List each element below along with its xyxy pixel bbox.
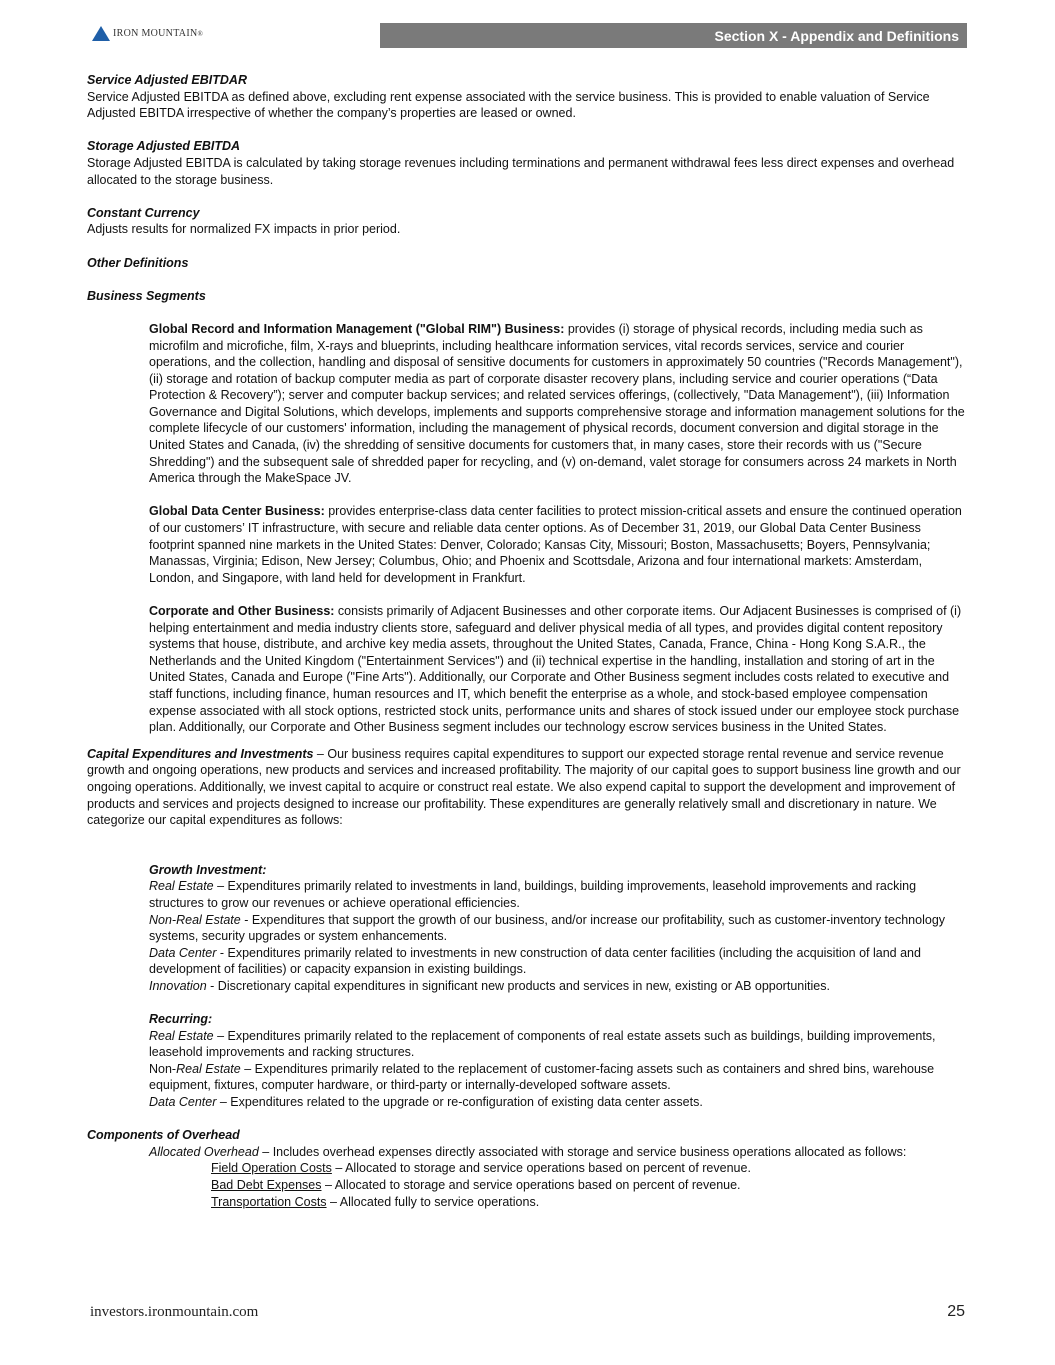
corporate-label: Corporate and Other Business: [149, 604, 335, 618]
data-center-segment [149, 503, 969, 586]
overhead-item [211, 1160, 969, 1177]
growth-term: Real Estate [149, 879, 214, 894]
overhead-item [211, 1194, 969, 1211]
business-segments-heading: Business Segments [87, 288, 206, 303]
recurring-block [149, 1011, 969, 1111]
section-title: Section X - Appendix and Definitions [714, 27, 959, 44]
overhead-term: Transportation Costs [211, 1194, 327, 1209]
page-number: 25 [947, 1303, 965, 1320]
overhead-desc: – Allocated to storage and service operations based on percent of revenue. [321, 1178, 741, 1192]
corporate-text: consists primarily of Adjacent Businesses and other corporate items. Our Adjacent Businesses is comprised of (i) helping entertainment and media industry clients store, safeguard and deliver physical media of all types, and provides digital content repository systems that house, distribute, and archive key media assets, throughout the United States, Canada, France, China - Hong Kong S.A.R., the Netherlands and the United Kingdom ("Entertainment Services") and (ii) technical expertise in the handling, installation and storing of art in the United States, Canada and Europe ("Fine Arts"). Additionally, our Corporate and Other Business segment includes costs related to executive and staff functions, including finance, human resources and IT, which benefit the enterprise as a whole, and stock-based employee compensation expense associated with all stock options, restricted stock units, performance units and shares of stock issued under our employee stock purchase plan. Additionally, our Corporate and Other Business segment includes our technology escrow services business in the United States. [149, 604, 962, 735]
logo-trademark: ® [197, 29, 204, 38]
growth-item [149, 878, 969, 911]
recurring-item [149, 1061, 969, 1094]
overhead-heading: Components of Overhead [87, 1128, 240, 1143]
growth-desc: - Expenditures that support the growth of our business, and/or increase our profitability, such as customer-inventory technology systems, security upgrades or system enhancements. [149, 912, 946, 944]
document-body [87, 72, 969, 1210]
mountain-logo-icon [92, 26, 110, 41]
recurring-desc: – Expenditures primarily related to the replacement of customer-facing assets such as containers and shred bins, warehouse equipment, fixtures, computer hardware, or third-party or internally-developed software assets. [149, 1061, 935, 1093]
service-ebitdar-text: Service Adjusted EBITDA as defined above, excluding rent expense associated with the service business. This is provided to enable valuation of Service Adjusted EBITDA irrespective of whether the company’s properties are leased or owned. [87, 89, 930, 121]
data-center-label: Global Data Center Business: [149, 504, 325, 519]
growth-term: Innovation [149, 978, 207, 993]
growth-item [149, 978, 969, 995]
other-definitions-heading: Other Definitions [87, 255, 189, 270]
growth-investment-block [149, 862, 969, 995]
recurring-term: Real Estate [176, 1061, 241, 1076]
footer-url: investors.ironmountain.com [90, 1304, 259, 1320]
capex-definition [87, 746, 969, 829]
recurring-desc: – Expenditures related to the upgrade or re-configuration of existing data center assets. [216, 1095, 703, 1110]
company-logo [92, 26, 203, 41]
allocated-overhead [149, 1144, 969, 1161]
data-center-text: provides enterprise-class data center facilities to protect mission-critical assets and ensure the continued operation of our customers’ IT infrastructure, with secure and reliable data center options. As of December 31, 2019, our Global Data Center Business footprint spanned nine markets in the United States: Denver, Colorado; Kansas City, Missouri; Boston, Massachusetts; Boyers, Pennsylvania; Manassas, Virginia; Edison, New Jersey; Columbus, Ohio; and Phoenix and Scottsdale, Arizona and four international markets: Amsterdam, London, and Singapore, with land held for development in Frankfurt. [149, 504, 962, 585]
growth-item [149, 912, 969, 945]
constant-currency-heading: Constant Currency [87, 205, 200, 220]
recurring-heading: Recurring: [149, 1012, 213, 1027]
overhead-desc: – Allocated to storage and service operations based on percent of revenue. [331, 1161, 751, 1176]
allocated-overhead-term: Allocated Overhead [149, 1144, 259, 1159]
growth-desc: - Discretionary capital expenditures in significant new products and services in new, existing or AB opportunities. [206, 978, 830, 993]
capex-heading: Capital Expenditures and Investments [87, 746, 314, 761]
storage-ebitda-definition [87, 138, 969, 188]
service-ebitdar-heading: Service Adjusted EBITDAR [87, 73, 247, 87]
growth-item [149, 945, 969, 978]
recurring-prefix: Non- [149, 1061, 177, 1076]
growth-term: Data Center [149, 945, 217, 960]
overhead-item [211, 1177, 969, 1194]
section-title-bar [380, 23, 967, 48]
overhead-desc: – Allocated fully to service operations. [326, 1194, 540, 1209]
logo-text: IRON MOUNTAIN [113, 28, 198, 39]
global-rim-label: Global Record and Information Management ("Global RIM") Business: [149, 321, 565, 336]
overhead-block [87, 1127, 969, 1210]
global-rim-segment [149, 321, 969, 487]
overhead-term: Bad Debt Expenses [211, 1178, 322, 1192]
storage-ebitda-text: Storage Adjusted EBITDA is calculated by taking storage revenues including terminations and permanent withdrawal fees less direct expenses and overhead allocated to the storage business. [87, 155, 955, 187]
recurring-item [149, 1028, 969, 1061]
constant-currency-text: Adjusts results for normalized FX impacts in prior period. [87, 222, 401, 237]
service-ebitdar-definition [87, 72, 969, 122]
capex-text: – Our business requires capital expenditures to support our expected storage rental revenue and service revenue growth and ongoing operations, new products and services and increased profitability. The majority of our capital goes to support business line growth and our ongoing operations. Additionally, we invest capital to acquire or construct real estate. We also expend capital to support the development and improvement of products and services and projects designed to increase our profitability. These expenditures are generally relatively small and discretionary in nature. We categorize our capital expenditures as follows: [87, 746, 961, 828]
global-rim-text: provides (i) storage of physical records, including media such as microfilm and microfiche, film, X-rays and blueprints, including healthcare information services, vital records services, service and courier operations, and the collection, handling and disposal of sensitive documents for customers in approximately 50 countries ("Records Management"), (ii) storage and rotation of backup computer media as part of corporate disaster recovery plans, including service and courier operations (“Data Protection & Recovery”); server and computer backup services; and related services offerings, (collectively, "Data Management"), (iii) Information Governance and Digital Solutions, which develops, implements and supports comprehensive storage and information management solutions for the complete lifecycle of our customers' information, including the management of physical records, document conversion and digital storage in the United States and Canada, (iv) the shredding of sensitive documents for customers that, in many cases, store their records with us ("Secure Shredding") and the subsequent sale of shredded paper for recycling, and (v) on-demand, valet storage for consumers across 24 markets in North America through the MakeSpace JV. [149, 321, 965, 486]
allocated-overhead-desc: – Includes overhead expenses directly associated with storage and service business operations allocated as follows: [258, 1144, 907, 1159]
overhead-term: Field Operation Costs [211, 1161, 332, 1176]
recurring-term: Real Estate [149, 1028, 214, 1043]
growth-desc: - Expenditures primarily related to investments in new construction of data center facilities (including the acquisition of land and development of facilities) or capacity expansion in existing buildings. [149, 945, 921, 977]
constant-currency-definition [87, 205, 969, 238]
storage-ebitda-heading: Storage Adjusted EBITDA [87, 139, 241, 154]
recurring-desc: – Expenditures primarily related to the replacement of components of real estate assets such as buildings, building improvements, leasehold improvements and racking structures. [149, 1028, 936, 1060]
growth-desc: – Expenditures primarily related to investments in land, buildings, building improvements, leasehold improvements and racking structures to grow our revenues or achieve operational efficiencies. [149, 879, 917, 910]
recurring-item [149, 1094, 969, 1111]
recurring-term: Data Center [149, 1095, 217, 1110]
growth-term: Non-Real Estate [149, 912, 241, 927]
growth-investment-heading: Growth Investment: [149, 862, 267, 877]
corporate-segment [149, 603, 969, 736]
